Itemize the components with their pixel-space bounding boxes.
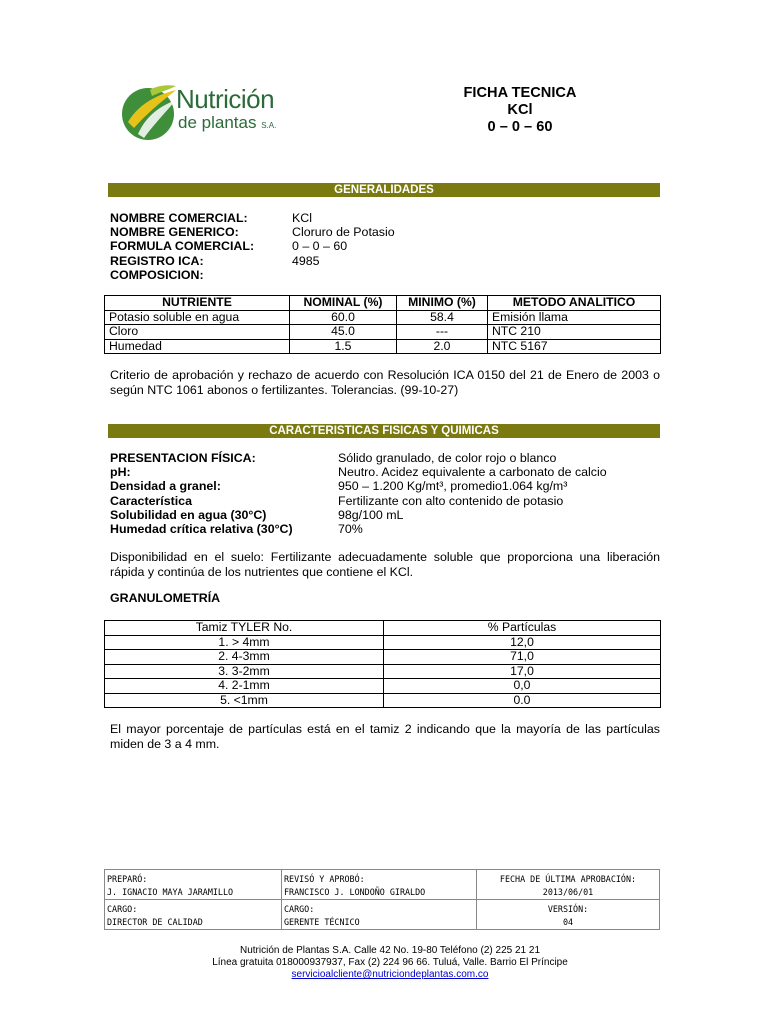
physical-field-value: Fertilizante con alto contenido de potasio bbox=[338, 493, 564, 508]
reviewed-label: REVISÓ Y APROBÓ: bbox=[284, 874, 365, 884]
table-row bbox=[105, 635, 661, 650]
physical-field-row bbox=[110, 479, 670, 493]
prepared-value: J. IGNACIO MAYA JARAMILLO bbox=[107, 887, 234, 897]
general-field-value: 0 – 0 – 60 bbox=[292, 239, 348, 254]
physical-field-label: Solubilidad en agua (30°C) bbox=[110, 507, 267, 522]
general-field-value: Cloruro de Potasio bbox=[292, 225, 395, 240]
general-field-value: KCl bbox=[292, 211, 312, 225]
reviewed-value: FRANCISCO J. LONDOÑO GIRALDO bbox=[284, 887, 426, 897]
particles-cell: 71,0 bbox=[384, 650, 661, 665]
physical-field-value: 70% bbox=[338, 521, 363, 536]
general-field-value: 4985 bbox=[292, 253, 320, 268]
position1-label: CARGO: bbox=[107, 904, 138, 914]
date-value: 2013/06/01 bbox=[542, 887, 594, 897]
footer-address: Nutrición de Plantas S.A. Calle 42 No. 19-80 Teléfono (2) 225 21 21 bbox=[240, 945, 540, 956]
nominal-cell: 45.0 bbox=[290, 325, 397, 340]
minimum-cell: 2.0 bbox=[397, 339, 488, 354]
table-row bbox=[105, 339, 661, 354]
col-header-method: METODO ANALITICO bbox=[488, 296, 661, 311]
table-row bbox=[105, 664, 661, 679]
leaf-logo-icon bbox=[120, 82, 180, 144]
title-line3: 0 – 0 – 60 bbox=[487, 119, 553, 135]
physical-field-row bbox=[110, 451, 670, 465]
general-field-row bbox=[110, 225, 670, 239]
title-line2: KCl bbox=[507, 102, 533, 118]
col-header-nominal: NOMINAL (%) bbox=[290, 296, 397, 311]
particles-cell: 0,0 bbox=[384, 679, 661, 694]
approval-row-1 bbox=[105, 870, 660, 900]
sieve-cell: 4. 2-1mm bbox=[105, 679, 384, 694]
physical-field-value: Sólido granulado, de color rojo o blanco bbox=[338, 451, 557, 465]
title-line1: FICHA TECNICA bbox=[463, 85, 577, 101]
physical-field-value: 98g/100 mL bbox=[338, 507, 404, 522]
general-field-row bbox=[110, 254, 670, 268]
physical-field-row bbox=[110, 508, 670, 522]
sieve-cell: 2. 4-3mm bbox=[105, 650, 384, 665]
approval-row-2 bbox=[105, 900, 660, 930]
table-row bbox=[105, 650, 661, 665]
section-bar-general: GENERALIDADES bbox=[108, 183, 660, 197]
prepared-label: PREPARÓ: bbox=[107, 874, 148, 884]
col-header-minimum: MINIMO (%) bbox=[397, 296, 488, 311]
minimum-cell: --- bbox=[397, 325, 488, 340]
physical-info bbox=[110, 451, 670, 536]
method-cell: NTC 210 bbox=[488, 325, 661, 340]
date-cell bbox=[477, 870, 660, 900]
general-field-label: NOMBRE GENERICO: bbox=[110, 225, 239, 240]
document-title bbox=[400, 85, 640, 136]
nutrient-cell: Potasio soluble en agua bbox=[105, 310, 290, 325]
table-row bbox=[105, 693, 661, 708]
col-header-particles: % Partículas bbox=[384, 621, 661, 636]
position2-cell bbox=[282, 900, 477, 930]
table-row bbox=[105, 679, 661, 694]
sieve-cell: 1. > 4mm bbox=[105, 635, 384, 650]
particles-cell: 12,0 bbox=[384, 635, 661, 650]
reviewed-cell bbox=[282, 870, 477, 900]
col-header-sieve: Tamiz TYLER No. bbox=[105, 621, 384, 636]
composition-table bbox=[104, 295, 661, 354]
particles-cell: 0.0 bbox=[384, 693, 661, 708]
footer-email-link[interactable]: servicioalcliente@nutriciondeplantas.com.co bbox=[291, 969, 489, 980]
nominal-cell: 60.0 bbox=[290, 310, 397, 325]
general-field-row bbox=[110, 239, 670, 253]
table-row bbox=[105, 325, 661, 340]
nutrient-cell: Humedad bbox=[105, 339, 290, 354]
composition-header-row bbox=[105, 296, 661, 311]
method-cell: Emisión llama bbox=[488, 310, 661, 325]
general-field-row bbox=[110, 211, 670, 225]
granulometry-table bbox=[104, 620, 661, 708]
position1-value: DIRECTOR DE CALIDAD bbox=[107, 917, 203, 927]
granulometry-header-row bbox=[105, 621, 661, 636]
version-label: VERSIÓN: bbox=[547, 904, 589, 914]
brand-name-line1: Nutrición bbox=[176, 84, 275, 114]
date-label: FECHA DE ÚLTIMA APROBACIÓN: bbox=[499, 874, 637, 884]
nominal-cell: 1.5 bbox=[290, 339, 397, 354]
physical-field-label: Humedad crítica relativa (30°C) bbox=[110, 521, 293, 536]
general-field-label: COMPOSICION: bbox=[110, 267, 204, 282]
physical-field-label: pH: bbox=[110, 465, 131, 480]
position2-label: CARGO: bbox=[284, 904, 315, 914]
approval-table bbox=[104, 869, 660, 930]
company-logo bbox=[120, 82, 300, 144]
general-info bbox=[110, 211, 670, 282]
sieve-cell: 5. <1mm bbox=[105, 693, 384, 708]
method-cell: NTC 5167 bbox=[488, 339, 661, 354]
section-bar-physical: CARACTERISTICAS FISICAS Y QUIMICAS bbox=[108, 424, 660, 438]
physical-field-value: 950 – 1.200 Kg/mt³, promedio1.064 kg/m³ bbox=[338, 479, 568, 494]
physical-field-row bbox=[110, 465, 670, 479]
physical-field-label: Característica bbox=[110, 493, 192, 508]
version-cell bbox=[477, 900, 660, 930]
prepared-cell bbox=[105, 870, 282, 900]
footer-phone: Línea gratuita 018000937937, Fax (2) 224 96 66. Tuluá, Valle. Barrio El Príncipe bbox=[212, 957, 568, 968]
physical-field-label: PRESENTACION FÍSICA: bbox=[110, 451, 256, 465]
general-field-label: FORMULA COMERCIAL: bbox=[110, 239, 255, 254]
page-footer bbox=[150, 945, 630, 981]
sieve-cell: 3. 3-2mm bbox=[105, 664, 384, 679]
general-field-row bbox=[110, 268, 670, 282]
general-field-label: NOMBRE COMERCIAL: bbox=[110, 211, 248, 225]
particles-cell: 17,0 bbox=[384, 664, 661, 679]
physical-field-row bbox=[110, 522, 670, 536]
availability-text: Disponibilidad en el suelo: Fertilizante adecuadamente soluble que proporciona una liberación rápida y continúa de los nutrientes que contiene el KCl. bbox=[110, 550, 660, 580]
version-value: 04 bbox=[562, 917, 574, 927]
physical-field-value: Neutro. Acidez equivalente a carbonato de calcio bbox=[338, 465, 607, 480]
position1-cell bbox=[105, 900, 282, 930]
approval-criteria-text: Criterio de aprobación y rechazo de acuerdo con Resolución ICA 0150 del 21 de Enero de 2003 o según NTC 1061 abonos o fertilizantes. Tolerancias. (99-10-27) bbox=[110, 368, 660, 398]
physical-field-label: Densidad a granel: bbox=[110, 479, 221, 494]
conclusion-text: El mayor porcentaje de partículas está en el tamiz 2 indicando que la mayoría de las partículas miden de 3 a 4 mm. bbox=[110, 722, 660, 752]
minimum-cell: 58.4 bbox=[397, 310, 488, 325]
position2-value: GERENTE TÉCNICO bbox=[284, 917, 360, 927]
table-row bbox=[105, 310, 661, 325]
col-header-nutrient: NUTRIENTE bbox=[105, 296, 290, 311]
physical-field-row bbox=[110, 494, 670, 508]
nutrient-cell: Cloro bbox=[105, 325, 290, 340]
general-field-label: REGISTRO ICA: bbox=[110, 253, 204, 268]
granulometry-title: GRANULOMETRÍA bbox=[110, 591, 221, 605]
brand-name-line2: de plantas S.A. bbox=[178, 113, 277, 132]
